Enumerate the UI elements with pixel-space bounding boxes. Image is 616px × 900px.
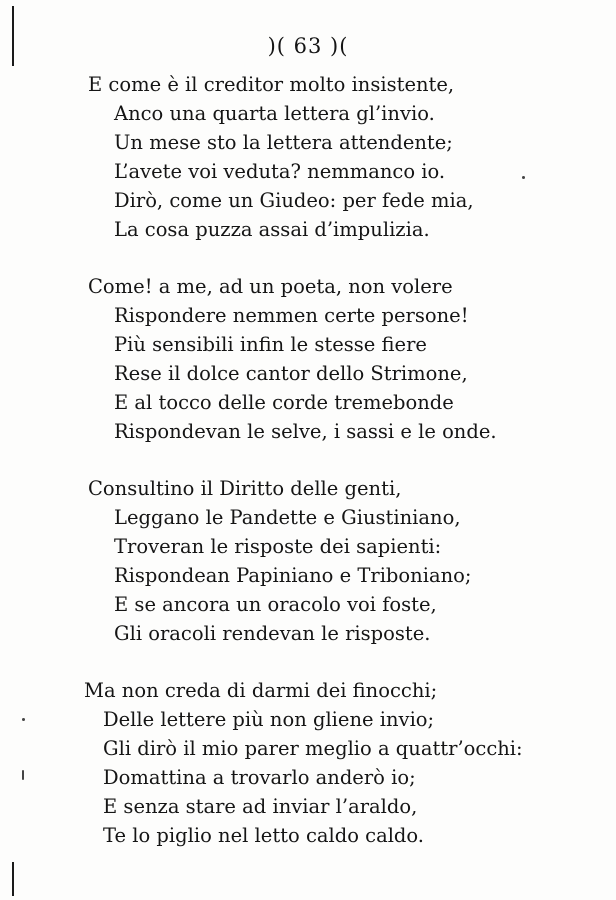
verse-line: E al tocco delle corde tremebonde [114,391,454,414]
verse-line: Dirò, come un Giudeo: per fede mia, [114,189,474,212]
verse-line: Delle lettere più non gliene invio; [103,708,435,731]
verse-line: Più sensibili infin le stesse fiere [114,333,427,356]
verse-line: Leggano le Pandette e Giustiniano, [114,506,461,529]
verse-line: Ma non creda di darmi dei finocchi; [84,679,438,702]
verse-line: E come è il creditor molto insistente, [88,73,455,96]
verse-line: E se ancora un oracolo voi foste, [114,593,437,616]
verse-line: Gli dirò il mio parer meglio a quattr’occhi: [103,737,523,760]
verse-line: Anco una quarta lettera gl’invio. [114,102,435,125]
verse-line: Troveran le risposte dei sapienti: [114,535,442,558]
verse-line: Un mese sto la lettera attendente; [114,131,453,154]
verse-line: Rispondere nemmen certe persone! [114,304,469,327]
page-number: )( 63 )( [267,34,349,58]
verse-line: Gli oracoli rendevan le risposte. [114,622,431,645]
verse-line: Te lo piglio nel letto caldo caldo. [103,824,425,847]
verse-line: La cosa puzza assai d’impulizia. [114,218,430,241]
verse-line: Rispondevan le selve, i sassi e le onde. [114,420,497,443]
verse-line: L’avete voi veduta? nemmanco io. [114,160,446,183]
verse-line: E senza stare ad inviar l’araldo, [103,795,418,818]
stanza [0,70,616,244]
stanza [0,272,616,446]
verse-line: Consultino il Diritto delle genti, [88,477,402,500]
verse-line: Rese il dolce cantor dello Strimone, [114,362,468,385]
stanza [0,676,616,850]
verse-line: Come! a me, ad un poeta, non volere [88,275,453,298]
verse-line: Rispondean Papiniano e Triboniano; [114,564,472,587]
stanza [0,474,616,648]
verse-line: Domattina a trovarlo anderò io; [103,766,416,789]
poem [0,70,616,878]
